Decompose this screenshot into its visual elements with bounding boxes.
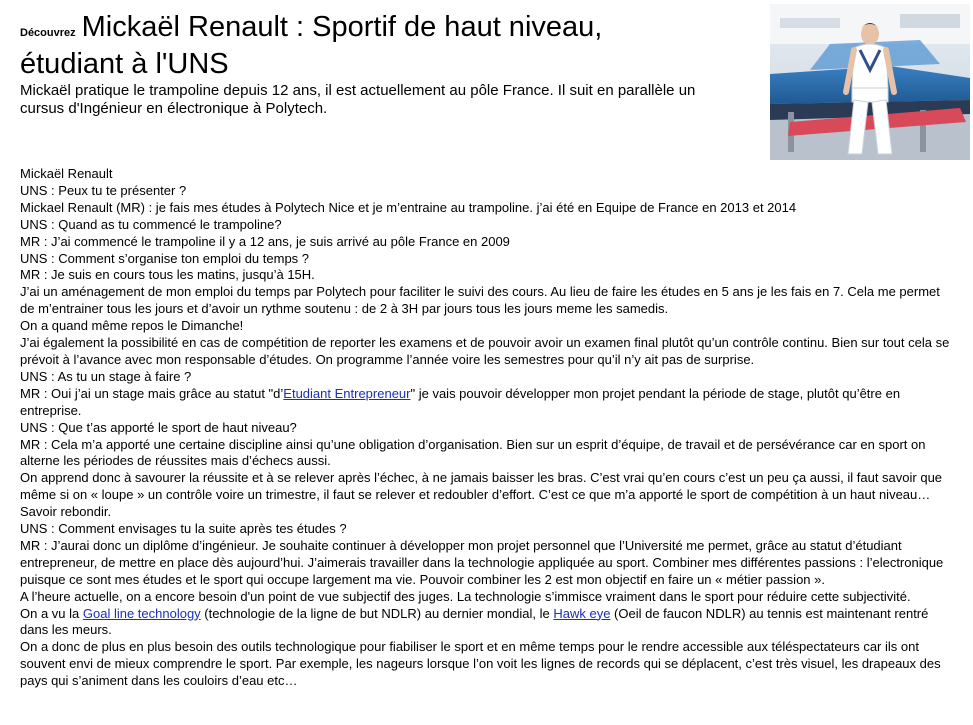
page-title: Mickaël Renault : Sportif de haut niveau, — [81, 11, 603, 43]
interview-answer-continued: J’ai également la possibilité en cas de compétition de reporter les examens et de pouvoir avoir un examen final plutôt qu’un contrôle continu. Bien sur tout cela se prévoit à l’avance avec mon responsable d’études. On programme l’année voire les semestres pour qu’il n’y ait pas de surprise. — [20, 335, 950, 367]
interview-answer: MR : Cela m’a apporté une certaine discipline ainsi qu’une obligation d’organisation. Bien sur un esprit d’équipe, de travail et de persévérance car en sport on alterne les périodes de réussites mais d’échecs aussi. — [20, 436, 926, 469]
author-name: Mickaël Renault — [20, 166, 113, 181]
interview-question: UNS : Comment envisages tu la suite après tes études ? — [20, 521, 347, 537]
interview-question: UNS : As tu un stage à faire ? — [20, 368, 192, 384]
interview-answer: MR : J’aurai donc un diplôme d’ingénieur. Je souhaite continuer à développer mon projet personnel que l’Université me permet, grâce au statut d’étudiant entrepreneur, de mettre en place dès aujourd’hui. J’aimerais travailler dans la technologie appliquée au sport. Combiner mes différentes passions : l’electronique puisque ce sont mes études et le sport qui occupe largement ma vie. Pouvoir combiner les 2 est mon objectif en faire un « métier passion ». — [20, 537, 944, 587]
interview-answer — [20, 386, 950, 420]
answer-text: MR : Oui j’ai un stage mais grâce au statut "d’ — [20, 385, 284, 401]
article-body — [20, 166, 950, 690]
lead-paragraph: Mickaël pratique le trampoline depuis 12 ans, il est actuellement au pôle France. Il suit en parallèle un cursus d'Ingénieur en électronique à Polytech. — [20, 82, 696, 117]
athlete-photo-image — [770, 4, 970, 160]
interview-answer-continued: J’ai un aménagement de mon emploi du temps par Polytech pour faciliter le suivi des cours. Au lieu de faire les études en 5 ans je les fais en 7. Cela me permet de m’entrainer tous les jours et d’avoir un rythme soutenu : de 2 à 3H par jours tous les jours meme les samedis. — [20, 284, 940, 317]
page-title-continued: étudiant à l'UNS — [20, 48, 229, 80]
interview-question: UNS : Quand as tu commencé le trampoline? — [20, 216, 282, 232]
etudiant-entrepreneur-link[interactable]: Etudiant Entrepreneur — [283, 385, 411, 401]
answer-text: On a vu la — [20, 605, 83, 621]
goal-line-technology-link[interactable]: Goal line technology — [82, 605, 201, 621]
interview-question: UNS : Que t’as apporté le sport de haut niveau? — [20, 419, 297, 435]
interview-answer: Mickael Renault (MR) : je fais mes études à Polytech Nice et je m’entraine au trampoline. j’ai été en Equipe de France en 2013 et 2014 — [20, 199, 797, 215]
hawk-eye-link[interactable]: Hawk eye — [553, 605, 611, 621]
interview-answer-continued: A l’heure actuelle, on a encore besoin d'un point de vue subjectif des juges. La technologie s’immisce vraiment dans le sport pour réduire cette subjectivité. — [20, 588, 911, 604]
interview-question: UNS : Peux tu te présenter ? — [20, 182, 187, 198]
answer-text: (Oeil de faucon NDLR) au tennis est maintenant rentré dans les meurs. — [20, 605, 929, 638]
title-line — [20, 12, 760, 49]
interview-question: UNS : Comment s’organise ton emploi du temps ? — [20, 250, 310, 266]
interview-answer-continued: On apprend donc à savourer la réussite et à se relever après l’échec, à ne jamais baisser les bras. C’est vrai qu’en cours c’est un peu ça aussi, il faut savoir que même si on « loupe » un contrôle voire un trimestre, il faut se relever et redoubler d’effort. C’est ce que m’a apporté le sport de compétition à un haut niveau… Savoir rebondir. — [20, 470, 943, 520]
interview-answer: MR : Je suis en cours tous les matins, jusqu’à 15H. — [20, 267, 315, 283]
interview-answer-continued: On a donc de plus en plus besoin des outils technologique pour fiabiliser le sport et en même temps pour le rendre accessible aux téléspectateurs car ils ont souvent envi de mieux comprendre le sport. Par exemple, les nageurs lorsque l’on voit les lignes de records qui se déplacent, c’est très visuel, les drapeaux des pays qui s’animent dans les couloirs d’eau etc… — [20, 639, 941, 689]
interview-answer: MR : J’ai commencé le trampoline il y a 12 ans, je suis arrivé au pôle France en 2009 — [20, 233, 510, 249]
kicker-label: Découvrez — [20, 27, 76, 39]
answer-text: " je vais pouvoir développer mon projet pendant la période de stage, plutôt qu’être en entreprise. — [20, 385, 901, 418]
interview-answer-continued — [20, 606, 950, 640]
athlete-photo — [770, 4, 970, 160]
article-header — [20, 12, 760, 118]
answer-text: (technologie de la ligne de but NDLR) au dernier mondial, le — [200, 605, 554, 621]
interview-answer-continued: On a quand même repos le Dimanche! — [20, 318, 244, 334]
